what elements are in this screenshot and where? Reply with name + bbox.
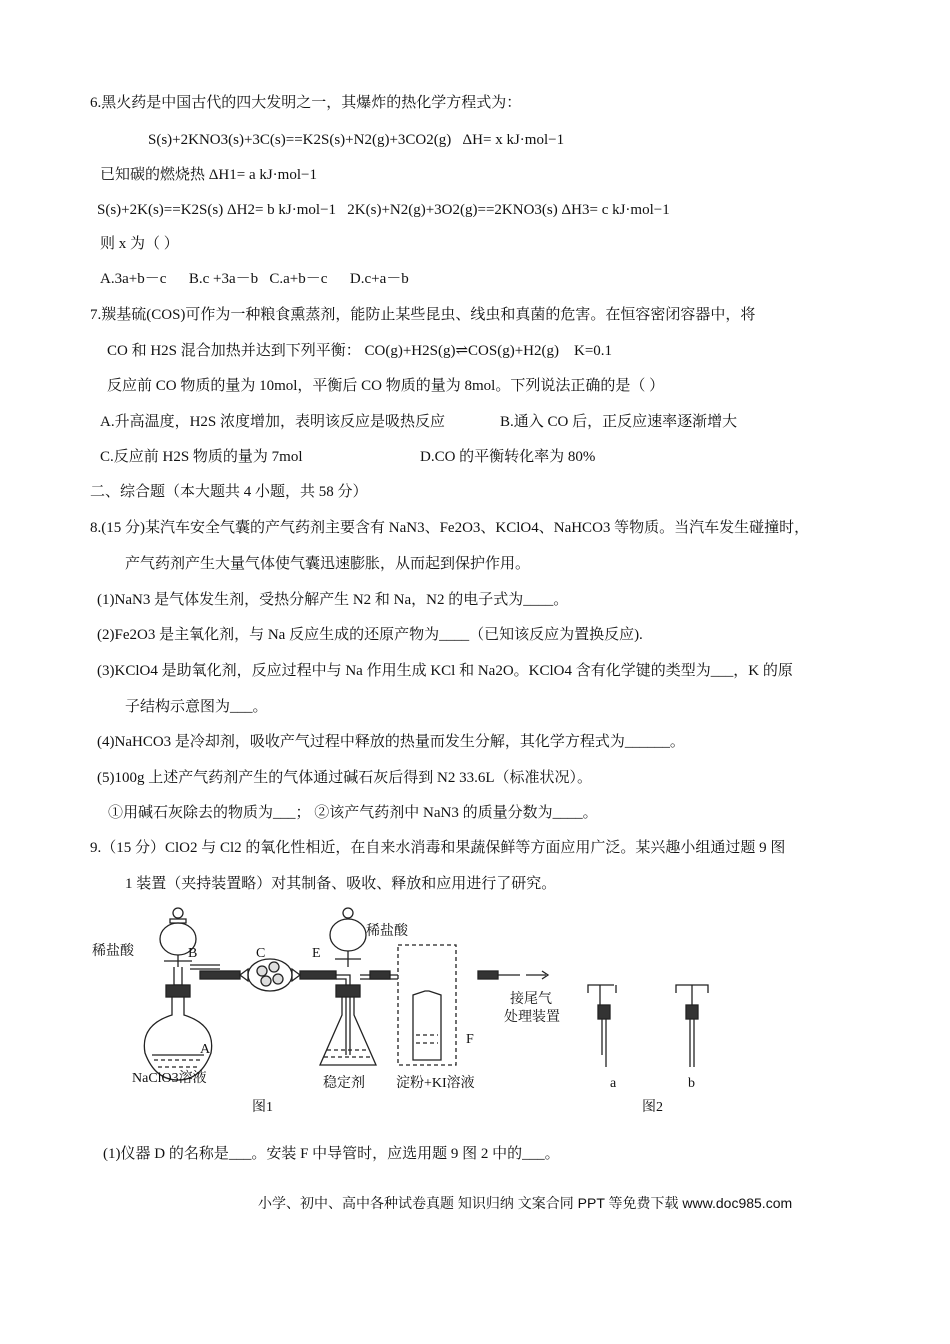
q6-ask: 则 x 为（ ） — [100, 236, 179, 252]
q8-part-1: (1)NaN3 是气体发生剂，受热分解产生 N2 和 Na，N2 的电子式为____。 — [97, 592, 569, 608]
q8-part-4: (4)NaHCO3 是冷却剂，吸收产气过程中释放的热量而发生分解，其化学方程式为______。 — [97, 734, 685, 750]
q6-main-equation — [148, 130, 564, 150]
label-starch-ki: 淀粉+KI溶液 — [396, 1076, 475, 1091]
q7-stem: 7.羰基硫(COS)可作为一种粮食熏蒸剂，能防止某些昆虫、线虫和真菌的危害。在恒容密闭容器中，将 — [90, 307, 756, 323]
label-dilute-hcl-right: 稀盐酸 — [366, 924, 408, 939]
q6-options — [100, 269, 409, 289]
q8-stem-2: 产气药剂产生大量气体使气囊迅速膨胀，从而起到保护作用。 — [125, 556, 531, 572]
label-b: B — [188, 946, 198, 961]
q6-option-a: A.3a+b－c — [100, 271, 167, 287]
q6-option-c: C.a+b－c — [269, 271, 328, 287]
q8-stem-1: 8.(15 分)某汽车安全气囊的产气药剂主要含有 NaN3、Fe2O3、KClO4、NaHCO3 等物质。当汽车发生碰撞时， — [90, 520, 810, 536]
q6-main-equation-lhs: S(s)+2KNO3(s)+3C(s)==K2S(s)+N2(g)+3CO2(g) — [148, 132, 452, 148]
label-stabilizer: 稳定剂 — [323, 1076, 365, 1091]
label-dilute-hcl-left: 稀盐酸 — [92, 944, 134, 959]
page-footer: 小学、初中、高中各种试卷真题 知识归纳 文案合同 PPT 等免费下载 www.doc985.com — [258, 1195, 793, 1211]
q7-k-value: K=0.1 — [574, 343, 613, 359]
q7-option-c: C.反应前 H2S 物质的量为 7mol — [100, 449, 303, 465]
label-tube-a: a — [610, 1076, 617, 1091]
label-fig2: 图2 — [642, 1100, 663, 1115]
q8-part-3a: (3)KClO4 是助氧化剂，反应过程中与 Na 作用生成 KCl 和 Na2O。KClO4 含有化学键的类型为___，K 的原 — [97, 663, 793, 679]
label-tail-1: 接尾气 — [510, 992, 552, 1007]
label-a-flask: A — [200, 1042, 211, 1057]
label-naclo3: NaClO3溶液 — [132, 1071, 207, 1086]
q6-eq2: S(s)+2K(s)==K2S(s) ΔH2= b kJ·mol−1 — [97, 202, 337, 218]
q7-option-d: D.CO 的平衡转化率为 80% — [420, 449, 596, 465]
q6-eq3: 2K(s)+N2(g)+3O2(g)==2KNO3(s) ΔH3= c kJ·mol−1 — [347, 202, 670, 218]
q7-line2-text: CO 和 H2S 混合加热并达到下列平衡： — [107, 343, 361, 359]
q6-option-d: D.c+a－b — [349, 271, 409, 287]
q6-stem: 6.黑火药是中国古代的四大发明之一，其爆炸的热化学方程式为： — [90, 95, 522, 111]
section-2-heading: 二、综合题（本大题共 4 小题，共 58 分） — [90, 484, 368, 500]
q7-line3: 反应前 CO 物质的量为 10mol，平衡后 CO 物质的量为 8mol。下列说法正确的是（ ） — [107, 378, 665, 394]
q9-part-1: (1)仪器 D 的名称是___。安装 F 中导管时，应选用题 9 图 2 中的___。 — [103, 1146, 560, 1162]
label-c: C — [256, 946, 266, 961]
label-tail-2: 处理装置 — [504, 1010, 560, 1025]
label-e: E — [312, 946, 321, 961]
q8-part-2: (2)Fe2O3 是主氧化剂，与 Na 反应生成的还原产物为____（已知该反应为置换反应). — [97, 627, 643, 643]
q6-equations — [97, 200, 670, 220]
q9-apparatus-figure — [80, 905, 780, 1125]
q8-part-5-sub: ①用碱石灰除去的物质为___； ②该产气药剂中 NaN3 的质量分数为____。 — [108, 805, 598, 821]
q7-line2 — [107, 341, 612, 361]
q7-equilibrium: CO(g)+H2S(g)⇌COS(g)+H2(g) — [364, 343, 559, 359]
q8-part-3b: 子结构示意图为___。 — [125, 699, 268, 715]
q6-option-b: B.c +3a－b — [188, 271, 259, 287]
q8-part-5: (5)100g 上述产气药剂产生的气体通过碱石灰后得到 N2 33.6L（标准状况）。 — [97, 770, 592, 786]
label-fig1: 图1 — [252, 1100, 273, 1115]
label-f: F — [466, 1032, 474, 1047]
q7-option-a: A.升高温度，H2S 浓度增加，表明该反应是吸热反应 — [100, 414, 446, 430]
q6-carbon-heat: 已知碳的燃烧热 ΔH1= a kJ·mol−1 — [100, 167, 317, 183]
label-tube-b: b — [688, 1076, 695, 1091]
q9-stem-2: 1 装置（夹持装置略）对其制备、吸收、释放和应用进行了研究。 — [125, 876, 557, 892]
q7-option-b: B.通入 CO 后，正反应速率逐渐增大 — [500, 414, 738, 430]
q6-main-equation-dh: ΔH= x kJ·mol−1 — [462, 132, 565, 148]
q9-stem-1: 9.（15 分）ClO2 与 Cl2 的氧化性相近，在自来水消毒和果蔬保鲜等方面应用广泛。某兴趣小组通过题 9 图 — [90, 840, 786, 856]
